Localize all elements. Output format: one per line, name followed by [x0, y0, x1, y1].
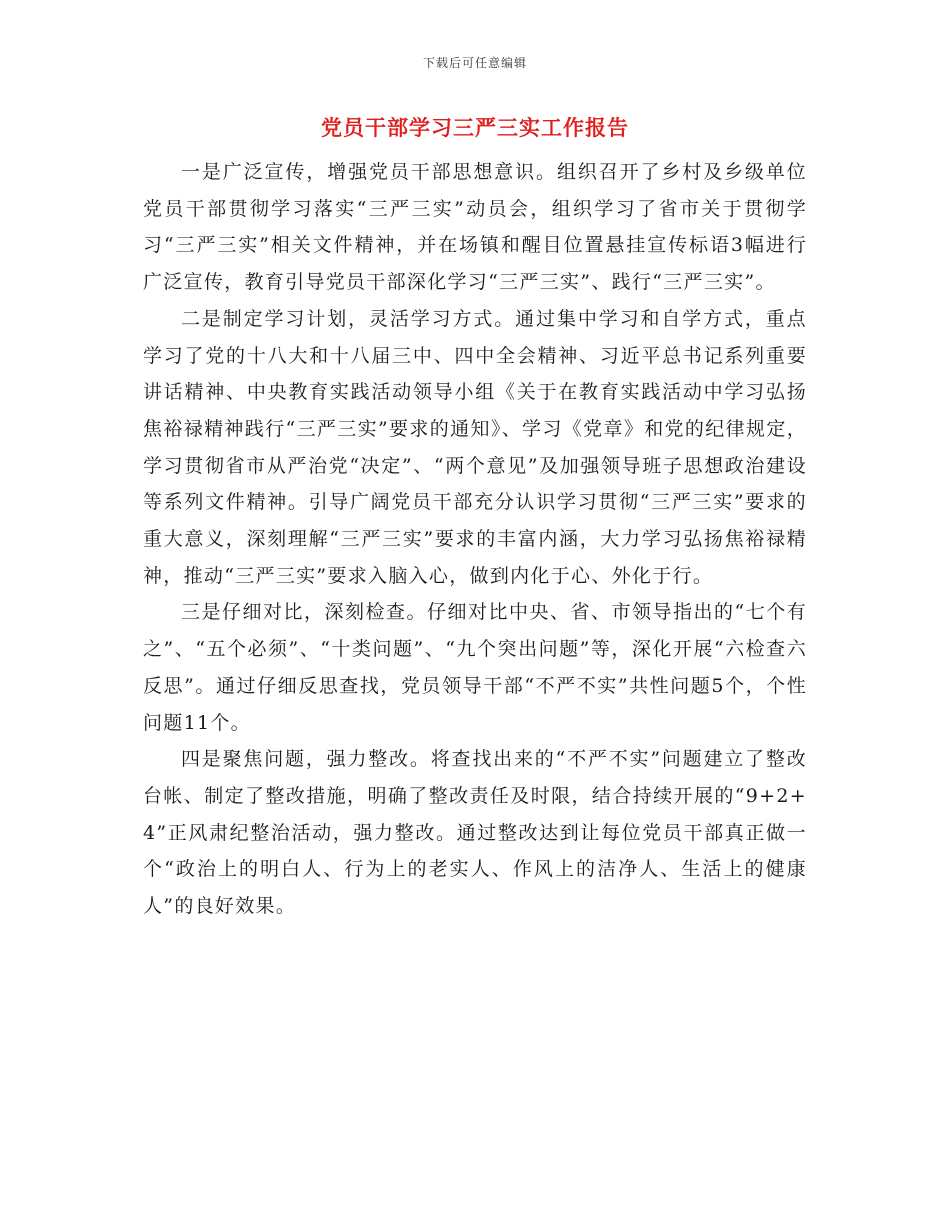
- paragraph-3: 三是仔细对比，深刻检查。仔细对比中央、省、市领导指出的“七个有之”、“五个必须”、“十类问题”、“九个突出问题”等，深化开展“六检查六反思”。通过仔细反思查找，党员领导干部“不严不实”共性问题5个，个性问题11个。: [143, 601, 807, 734]
- document-title: 党员干部学习三严三实工作报告: [321, 115, 629, 140]
- document-body: [143, 154, 807, 925]
- paragraph-2: 二是制定学习计划，灵活学习方式。通过集中学习和自学方式，重点学习了党的十八大和十八届三中、四中全会精神、习近平总书记系列重要讲话精神、中央教育实践活动领导小组《关于在教育实践活动中学习弘扬焦裕禄精神践行“三严三实”要求的通知》、学习《党章》和党的纪律规定，学习贯彻省市从严治党“决定”、“两个意见”及加强领导班子思想政治建设等系列文件精神。引导广阔党员干部充分认识学习贯彻“三严三实”要求的重大意义，深刻理解“三严三实”要求的丰富内涵，大力学习弘扬焦裕禄精神，推动“三严三实”要求入脑入心，做到内化于心、外化于行。: [143, 307, 807, 587]
- header-note: 下载后可任意编辑: [422, 56, 527, 70]
- paragraph-4: 四是聚焦问题，强力整改。将查找出来的“不严不实”问题建立了整改台帐、制定了整改措施，明确了整改责任及时限，结合持续开展的“9+2+4”正风肃纪整治活动，强力整改。通过整改达到让每位党员干部真正做一个“政治上的明白人、行为上的老实人、作风上的洁净人、生活上的健康人”的良好效果。: [143, 748, 807, 918]
- paragraph-1: 一是广泛宣传，增强党员干部思想意识。组织召开了乡村及乡级单位党员干部贯彻学习落实“三严三实”动员会，组织学习了省市关于贯彻学习“三严三实”相关文件精神，并在场镇和醒目位置悬挂宣传标语3幅进行广泛宣传，教育引导党员干部深化学习“三严三实”、践行“三严三实”。: [143, 161, 807, 294]
